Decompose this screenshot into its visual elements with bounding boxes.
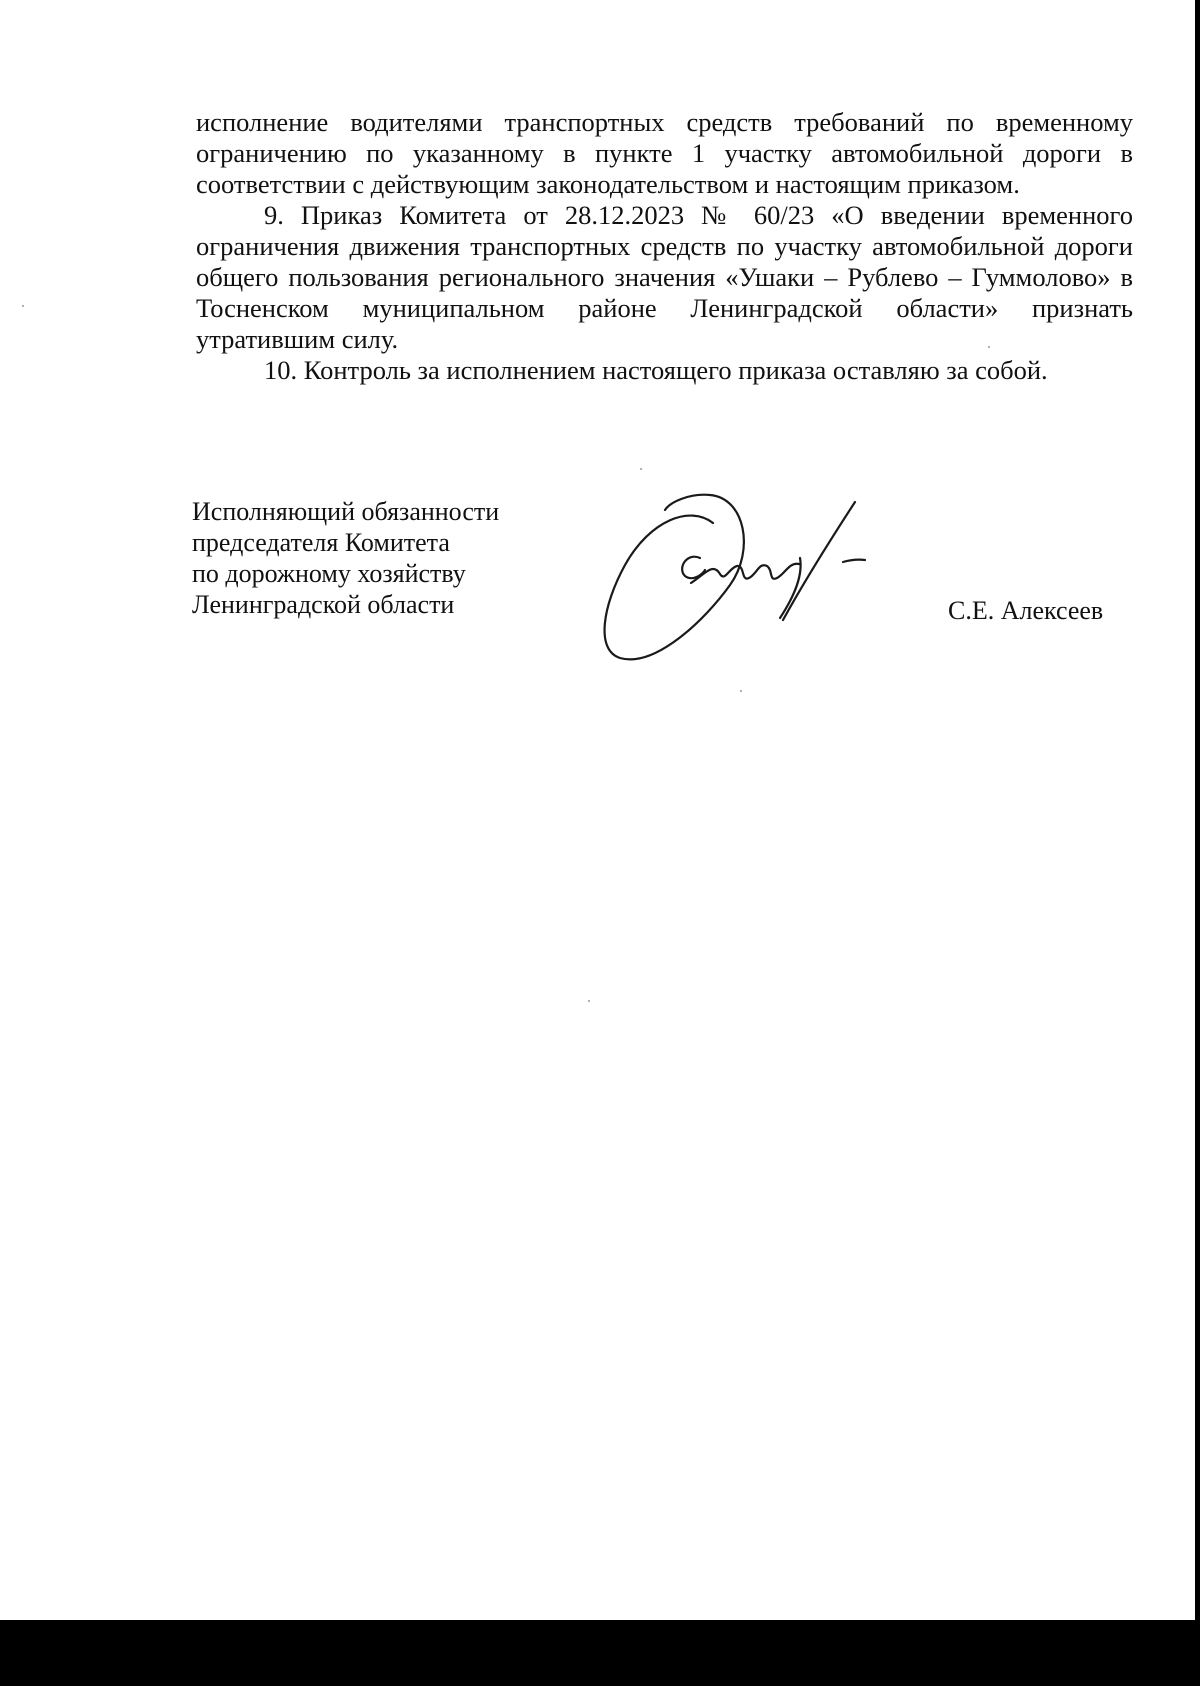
document-body	[196, 107, 1133, 386]
signatory-title-line: Исполняющий обязанности	[192, 497, 500, 526]
signatory-title	[192, 496, 552, 620]
scan-speck	[588, 1000, 590, 1002]
scan-speck	[740, 690, 742, 692]
paragraph-continuation: исполнение водителями транспортных средств требований по временному ограничению по указанному в пункте 1 участку автомобильной дороги в соответствии с действующим законодательством и настоящим приказом.	[196, 107, 1133, 199]
paragraph-item-9: 9. Приказ Комитета от 28.12.2023 № 60/23 «О введении временного ограничения движения транспортных средств по участку автомобильной дороги общего пользования регионального значения «Ушаки – Рублево – Гуммолово» в Тосненском муниципальном районе Ленинградской области» признать утратившим силу.	[196, 200, 1133, 354]
signatory-title-line: Ленинградской области	[192, 590, 455, 619]
signatory-name: С.Е. Алексеев	[948, 596, 1104, 625]
scan-speck	[988, 346, 990, 348]
scan-bottom-band	[0, 1620, 1200, 1686]
paragraph-item-10: 10. Контроль за исполнением настоящего приказа оставляю за собой.	[264, 355, 1048, 385]
scan-speck	[640, 468, 642, 470]
scan-speck	[22, 305, 24, 307]
signatory-title-line: председателя Комитета	[192, 528, 450, 557]
signatory-title-line: по дорожному хозяйству	[192, 559, 466, 588]
scan-right-edge	[1195, 0, 1200, 1686]
handwritten-signature	[595, 490, 915, 670]
